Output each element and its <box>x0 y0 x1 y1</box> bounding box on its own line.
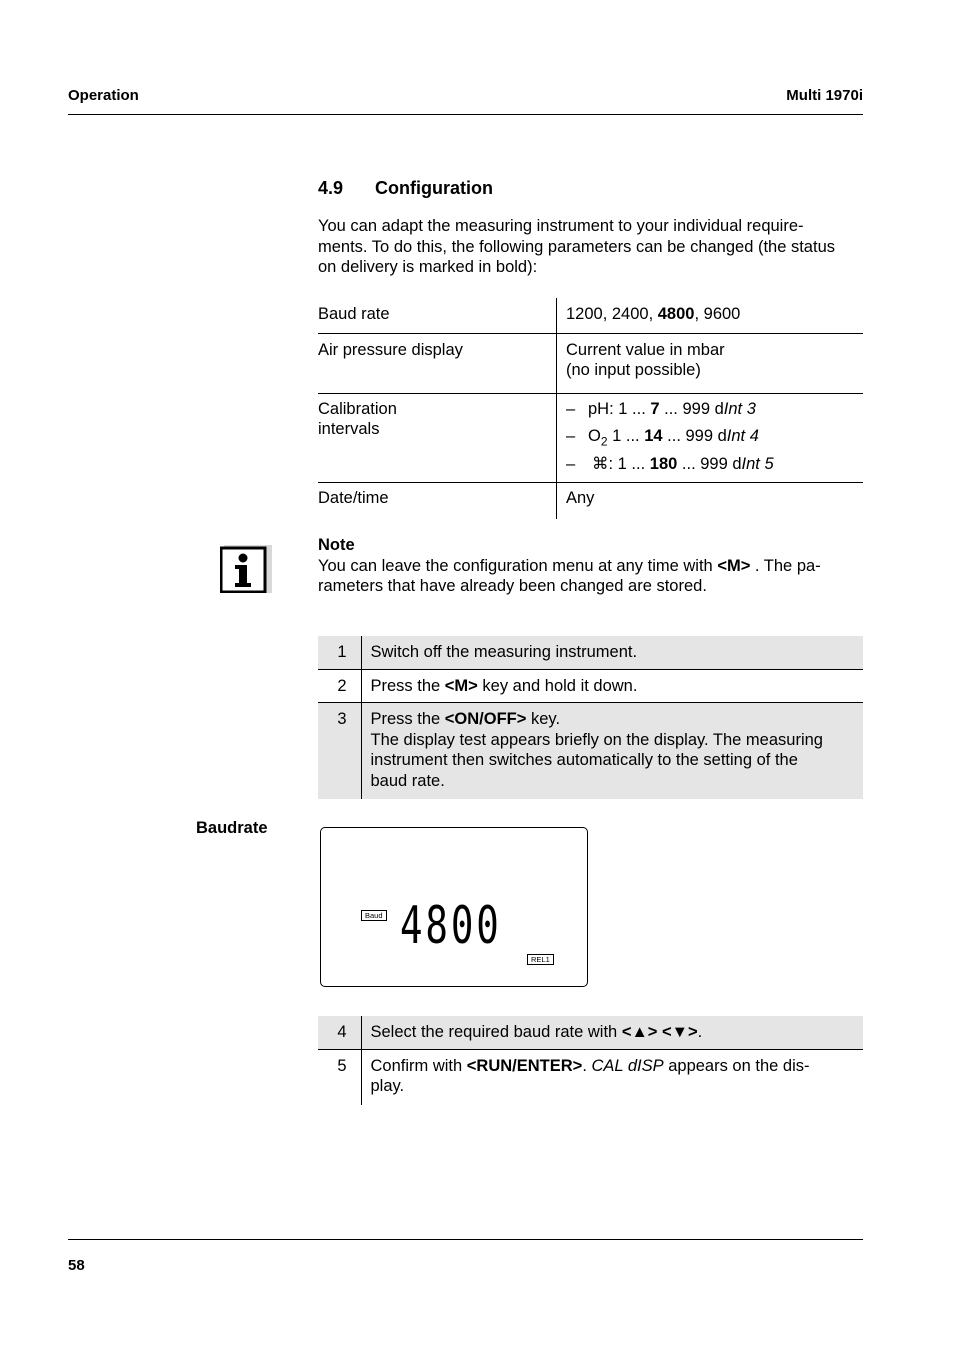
param-label: Calibration intervals <box>318 393 557 483</box>
lcd-digits: 4800 <box>400 896 502 956</box>
intro-paragraph <box>318 216 866 278</box>
param-value: Any <box>566 489 595 507</box>
header-product-name: Multi 1970i <box>786 87 863 104</box>
step-number: 5 <box>318 1049 361 1105</box>
step-number: 1 <box>318 636 361 669</box>
info-icon <box>220 541 272 593</box>
note-line-1: You can leave the configuration menu at any time with <M> . The pa- <box>318 556 821 575</box>
steps-table-1 <box>318 636 863 799</box>
step-text: Confirm with <RUN/ENTER>. CAL dISP appears on the dis- play. <box>370 1056 810 1095</box>
note-block <box>318 535 866 597</box>
param-value <box>557 393 864 483</box>
step-number: 4 <box>318 1016 361 1049</box>
step-row <box>318 669 863 703</box>
cal-interval-ph: – pH: 1 ... 7 ... 999 dInt 3 <box>566 399 756 418</box>
header-rule <box>68 114 863 115</box>
step-number: 3 <box>318 703 361 800</box>
param-value: 1200, 2400, 4800, 9600 <box>557 298 864 333</box>
param-value: Current value in mbar (no input possible) <box>557 333 864 393</box>
footer-rule <box>68 1239 863 1240</box>
steps-table-2 <box>318 1016 863 1105</box>
note-title: Note <box>318 536 355 554</box>
note-line-2: rameters that have already been changed are stored. <box>318 577 707 595</box>
lcd-tag-rel: REL1 <box>527 954 554 965</box>
cal-interval-o2: – $O_2$ 1 ... 14 ... 999 dInt 4 <box>566 426 759 448</box>
step-number: 2 <box>318 669 361 703</box>
param-label: Baud rate <box>318 298 557 333</box>
step-row <box>318 703 863 800</box>
cal-interval-conductivity: – ⌘: 1 ... 180 ... 999 dInt 5 <box>566 454 774 473</box>
step-text: Switch off the measuring instrument. <box>361 636 863 669</box>
param-row-baud <box>318 298 863 333</box>
page-number: 58 <box>68 1257 85 1274</box>
param-row-calibration <box>318 393 863 483</box>
step-text: Select the required baud rate with <▲> <▼>. <box>361 1016 863 1049</box>
step-row <box>318 636 863 669</box>
step-text: Press the <M> key and hold it down. <box>361 669 863 703</box>
intro-line-3: on delivery is marked in bold): <box>318 258 538 276</box>
parameter-table <box>318 298 863 519</box>
section-title: Configuration <box>375 178 493 198</box>
conductivity-icon: ⌘ <box>592 454 609 473</box>
side-label-baudrate: Baudrate <box>196 819 268 837</box>
intro-line-1: You can adapt the measuring instrument to your individual require- <box>318 217 804 235</box>
step-text: Press the <ON/OFF> key. The display test appears briefly on the display. The measuring instrument then switches automatically to the setting of the baud rate. <box>361 703 863 800</box>
section-number: 4.9 <box>318 178 344 198</box>
step-row <box>318 1016 863 1049</box>
param-label: Date/time <box>318 483 557 519</box>
param-row-air-pressure <box>318 333 863 393</box>
lcd-tag-baud: Baud <box>361 910 387 921</box>
intro-line-2: ments. To do this, the following parameters can be changed (the status <box>318 237 835 256</box>
param-row-date <box>318 483 863 519</box>
param-label: Air pressure display <box>318 333 557 393</box>
step-row <box>318 1049 863 1105</box>
header-section-title: Operation <box>68 87 139 104</box>
